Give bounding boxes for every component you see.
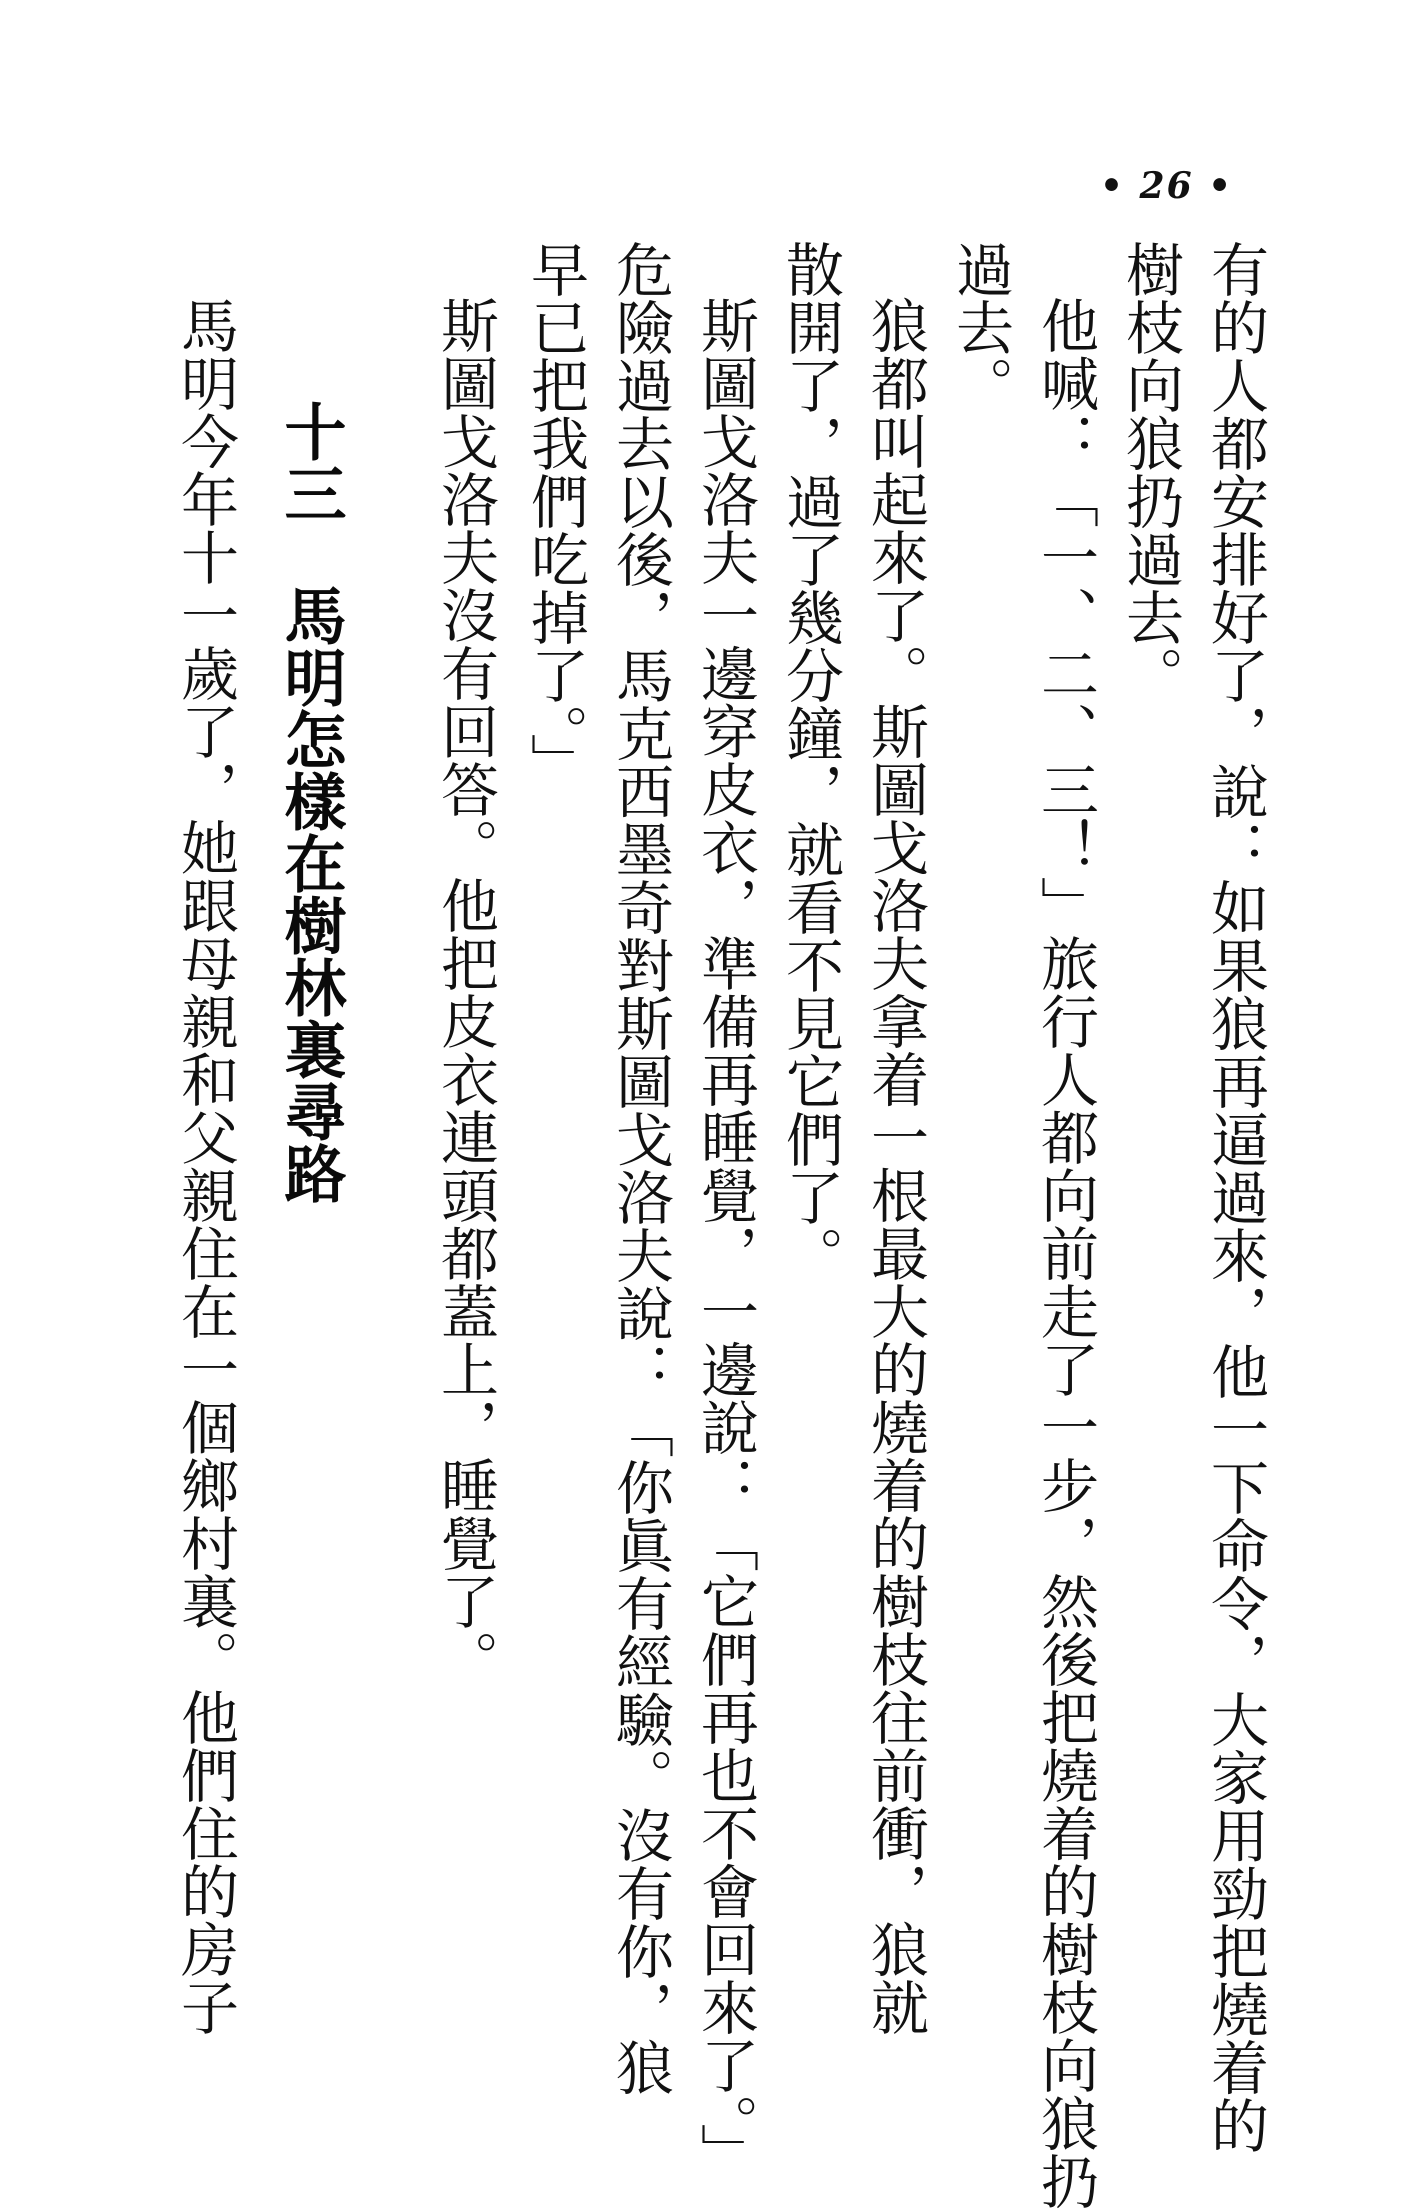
text-column-1: 有的人都安排好了，說：如果狼再逼過來，他一下命令，大家用勁把燒着的	[1201, 240, 1269, 2154]
text-column-9: 早已把我們吃掉了。」	[521, 240, 589, 791]
text-column-5: 狼都叫起來了。斯圖戈洛夫拿着一根最大的燒着的樹枝往前衝，狼就	[861, 296, 929, 2036]
text-column-3: 他喊：「一、二、三！」旅行人都向前走了一步，然後把燒着的樹枝向狼扔	[1031, 296, 1099, 2210]
text-column-11: 馬明今年十一歲了，她跟母親和父親住在一個鄉村裏。他們住的房子	[171, 296, 239, 2036]
text-column-6: 散開了，過了幾分鐘，就看不見它們了。	[776, 240, 844, 1284]
page-number: • 26 •	[1100, 165, 1234, 207]
text-column-8: 危險過去以後，馬克西墨奇對斯圖戈洛夫說：「你眞有經驗。沒有你，狼	[606, 240, 674, 2096]
chapter-title: 馬明怎樣在樹林裏尋路	[274, 584, 347, 1204]
text-column-4: 過去。	[946, 240, 1014, 414]
chapter-number: 十三	[274, 400, 347, 524]
chapter-heading	[260, 400, 360, 1500]
text-column-2: 樹枝向狼扔過去。	[1116, 240, 1184, 704]
text-column-10: 斯圖戈洛夫沒有回答。他把皮衣連頭都蓋上，睡覺了。	[431, 296, 499, 1688]
text-column-7: 斯圖戈洛夫一邊穿皮衣，準備再睡覺，一邊說：「它們再也不會回來了。」	[691, 296, 759, 2181]
